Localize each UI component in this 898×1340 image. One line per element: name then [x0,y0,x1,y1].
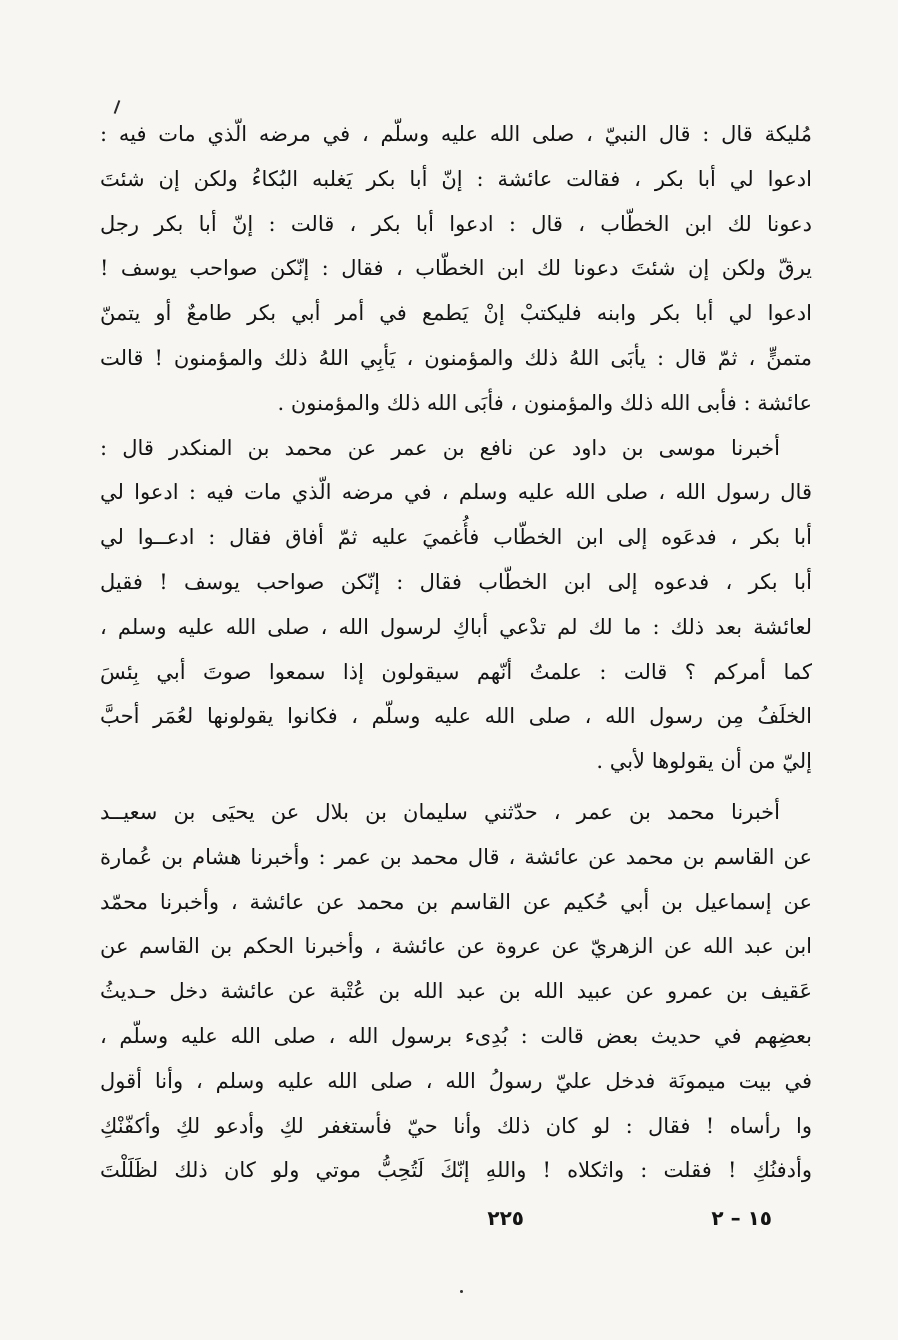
text-line: عائشة : فأبى الله ذلك والمؤمنون ، فأبَى الله ذلك والمؤمنون . [277,390,812,415]
page-number: ٢٢٥ [487,1206,524,1230]
text-line: أبا بكر ، فدعَوه إلى ابن الخطّاب فأُغميَ عليه ثمّ أفاق فقال : ادعــوا لي [100,525,812,550]
text-line: أخبرنا موسى بن داود عن نافع بن عمر عن محمد بن المنكدر قال : [100,435,780,460]
text-line: وا رأساه ! فقال : لو كان ذلك وأنا حيّ فأستغفر لكِ وأدعو لكِ وأكفّنْكِ [100,1113,812,1138]
text-line: أخبرنا محمد بن عمر ، حدّثني سليمان بن بلال عن يحيَى بن سعيــد [100,799,780,824]
text-line: عن إسماعيل بن أبي حُكيم عن القاسم بن محمد عن عائشة ، وأخبرنا محمّد [100,889,812,914]
text-line: في بيت ميمونَة فدخل عليّ رسولُ الله ، صلى الله عليه وسلم ، وأنا أقول [100,1068,812,1093]
text-line: بعضِهم في حديث بعض قالت : بُدِىء برسول الله ، صلى الله عليه وسلّم ، [100,1023,812,1048]
text-line: أبا بكر ، فدعوه إلى ابن الخطّاب فقال : إنّكن صواحب يوسف ! فقيل [100,569,812,594]
text-line: الخلَفُ مِن رسول الله ، صلى الله عليه وسلّم ، فكانوا يقولونها لعُمَر أحبَّ [100,704,812,729]
text-line: دعونا لك ابن الخطّاب ، قال : ادعوا أبا بكر ، قالت : إنّ أبا بكر رجل [100,211,812,236]
text-line: متمنٍّ ، ثمّ قال : يأبَى اللهُ ذلك والمؤمنون ، يَأبِي اللهُ ذلك والمؤمنون ! قالت [100,345,812,370]
signature-mark: ١٥ – ٢ [711,1206,772,1230]
text-line: ادعوا لي أبا بكر وابنه فليكتبْ إنْ يَطمع في أمر أبي بكر طامعٌ أو يتمنّ [100,301,812,326]
text-line: كما أمركم ؟ قالت : علمتُ أنّهم سيقولون إذا سمعوا صوتَ أبي بِئسَ [100,659,812,684]
text-line: قال رسول الله ، صلى الله عليه وسلم ، في مرضه الّذي مات فيه : ادعوا لي [100,480,812,505]
text-line: يرقّ ولكن إن شئتَ دعونا لك ابن الخطّاب ، فقال : إنّكن صواحب يوسف ! [100,256,812,281]
page-footer [100,1206,812,1240]
text-line: عَقيف بن عمرو عن عبيد الله بن عبد الله بن عُتْبة عن عائشة دخل حـديثُ [100,979,812,1004]
text-line: عن القاسم بن محمد عن عائشة ، قال محمد بن عمر : وأخبرنا هشام بن عُمارة [100,844,812,869]
text-line: إليّ من أن يقولوها لأبي . [596,749,812,774]
text-line: ادعوا لي أبا بكر ، فقالت عائشة : إنّ أبا بكر يَغلبه البُكاءُ ولكن إن شئتَ [100,166,812,191]
ink-dot-mark [460,1290,463,1293]
text-line: ابن عبد الله عن الزهريّ عن عروة عن عائشة ، وأخبرنا الحكم بن القاسم عن [100,934,812,959]
text-line: مُليكة قال : قال النبيّ ، صلى الله عليه وسلّم ، في مرضه الّذي مات فيه : [100,122,812,146]
text-line: لعائشة بعد ذلك : ما لك لم تدْعي أباكِ لرسول الله ، صلى الله عليه وسلم ، [100,614,812,639]
body-text [100,112,812,1193]
text-line: وأدفنُكِ ! فقلت : واثكلاه ! واللهِ إنّكَ لَتُحِبُّ موتي ولو كان ذلك لظَلَلْتَ [100,1158,812,1183]
